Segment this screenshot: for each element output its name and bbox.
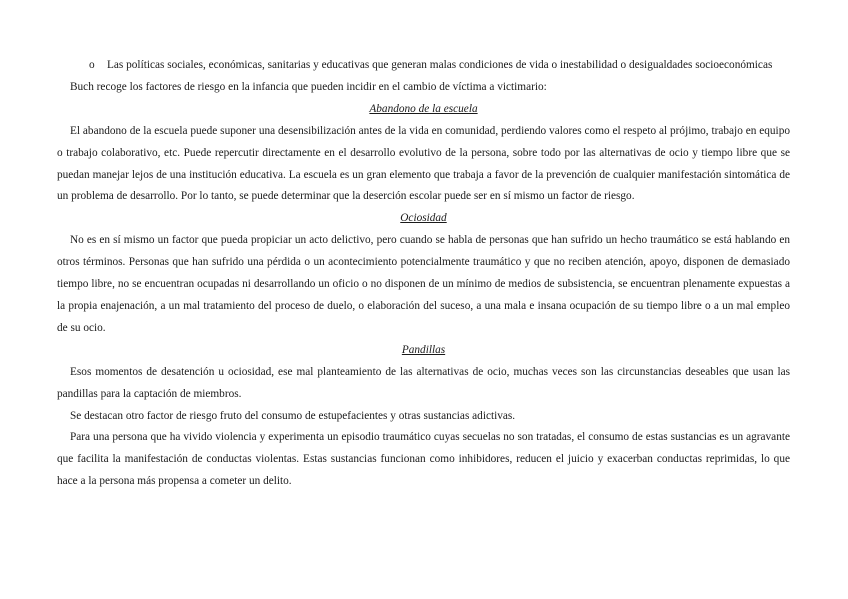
paragraph-ociosidad: No es en sí mismo un factor que pueda propiciar un acto delictivo, pero cuando se habla de personas que han sufrido un hecho traumático se está hablando en otros términos. Personas que han sufrido una pérdida o un acontecimiento potencialmente traumático y que no reciben atención, apoyo, disponen de demasiado tiempo libre, no se encuentran ocupadas ni desarrollando un oficio o no disponen de un mínimo de medios de subsistencia, se encuentran plenamente expuestas a la propia enajenación, a un mal tratamiento del proceso de duelo, o elaboración del suceso, a una mala e insana ocupación de su tiempo libre o a un mal empleo de su ocio. <box>57 234 790 334</box>
paragraph-abandono-escuela: El abandono de la escuela puede suponer una desensibilización antes de la vida en comunidad, perdiendo valores como el respeto al prójimo, trabajo en equipo o trabajo colaborativo, etc. Puede repercutir directamente en el desarrollo evolutivo de la persona, sobre todo por las alternativas de ocio y tiempo libre que se puedan manejar lejos de una institución educativa. La escuela es un gran elemento que trabaja a favor de la prevención de cualquier manifestación sintomática de un problema de desarrollo. Por lo tanto, se puede determinar que la deserción escolar puede ser en sí mismo un factor de riesgo. <box>57 124 790 203</box>
bullet-text: Las políticas sociales, económicas, sanitarias y educativas que generan malas condiciones de vida o inestabilidad o desigualdades socioeconómicas <box>107 59 773 71</box>
heading-pandillas: Pandillas <box>401 343 446 356</box>
paragraph-conductas-violentas: Para una persona que ha vivido violencia y experimenta un episodio traumático cuyas secuelas no son tratadas, el consumo de estas sustancias es un agravante que facilita la manifestación de conductas violentas. Estas sustancias funcionan como inhibidores, reducen el juicio y exacerban conductas reprimidas, lo que hace a la persona más propensa a cometer un delito. <box>57 431 790 488</box>
heading-ociosidad: Ociosidad <box>400 212 447 225</box>
bullet-marker: o <box>89 59 95 71</box>
intro-paragraph: Buch recoge los factores de riesgo en la infancia que pueden incidir en el cambio de víctima a victimario: <box>70 80 547 93</box>
paragraph-estupefacientes: Se destacan otro factor de riesgo fruto del consumo de estupefacientes y otras sustancias adictivas. <box>70 409 516 422</box>
paragraph-pandillas-captacion: Esos momentos de desatención u ociosidad, ese mal planteamiento de las alternativas de ocio, muchas veces son las circunstancias deseables que usan las pandillas para la captación de miembros. <box>57 365 790 400</box>
document-page <box>57 55 790 493</box>
heading-abandono-escuela: Abandono de la escuela <box>369 102 478 115</box>
bullet-list-item <box>57 55 790 77</box>
